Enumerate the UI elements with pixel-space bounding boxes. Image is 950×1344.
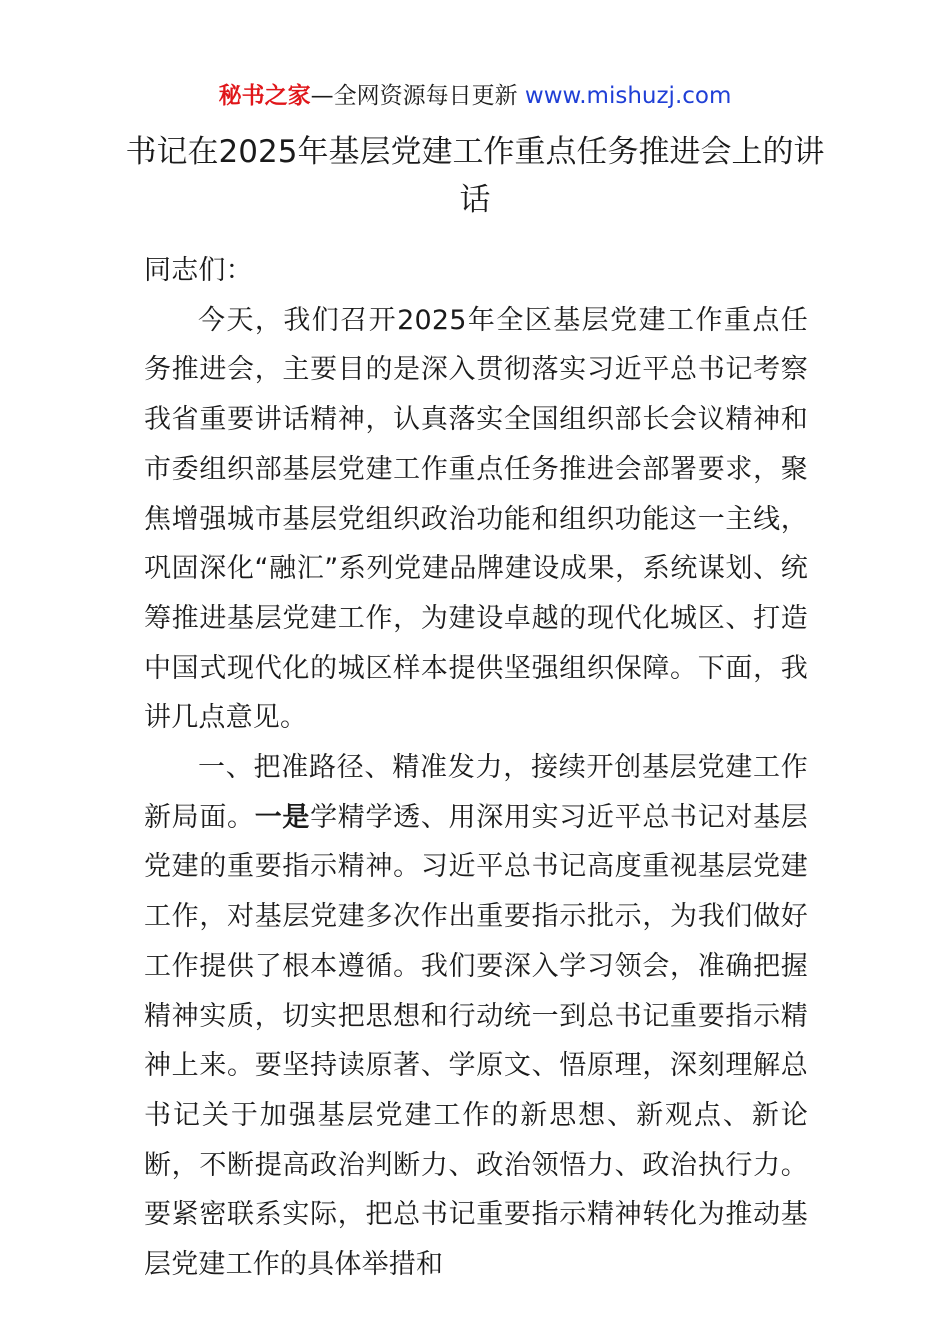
header-slogan: —全网资源每日更新: [310, 83, 525, 109]
document-body: [144, 246, 808, 1290]
paragraph-section-1: [144, 743, 808, 1290]
site-url-link[interactable]: www.mishuzj.com: [524, 83, 732, 109]
section-text: 学精学透、用深用实习近平总书记对基层党建的重要指示精神。习近平总书记高度重视基层党建工作，对基层党建多次作出重要指示批示，为我们做好工作提供了根本遵循。我们要深入学习领会，准确把握精神实质，切实把思想和行动统一到总书记重要指示精神上来。要坚持读原著、学原文、悟原理，深刻理解总书记关于加强基层党建工作的新思想、新观点、新论断，不断提高政治判断力、政治领悟力、政治执行力。要紧密联系实际，把总书记重要指示精神转化为推动基层党建工作的具体举措和: [144, 801, 808, 1281]
section-heading: 一、把准路径、精准发力，接续开创基层党建工作新局面。: [144, 752, 808, 833]
brand-name: 秘书之家: [218, 83, 311, 109]
section-lead: 一是: [254, 801, 311, 833]
document-title: 书记在2025年基层党建工作重点任务推进会上的讲话: [125, 134, 825, 218]
salutation: 同志们：: [144, 255, 253, 286]
site-header: [0, 80, 950, 112]
paragraph-intro: 今天，我们召开2025年全区基层党建工作重点任务推进会，主要目的是深入贯彻落实习近平总书记考察我省重要讲话精神，认真落实全国组织部长会议精神和市委组织部基层党建工作重点任务推进会部署要求，聚焦增强城市基层党组织政治功能和组织功能这一主线，巩固深化“融汇”系列党建品牌建设成果，系统谋划、统筹推进基层党建工作，为建设卓越的现代化城区、打造中国式现代化的城区样本提供坚强组织保障。下面，我讲几点意见。: [144, 304, 808, 734]
